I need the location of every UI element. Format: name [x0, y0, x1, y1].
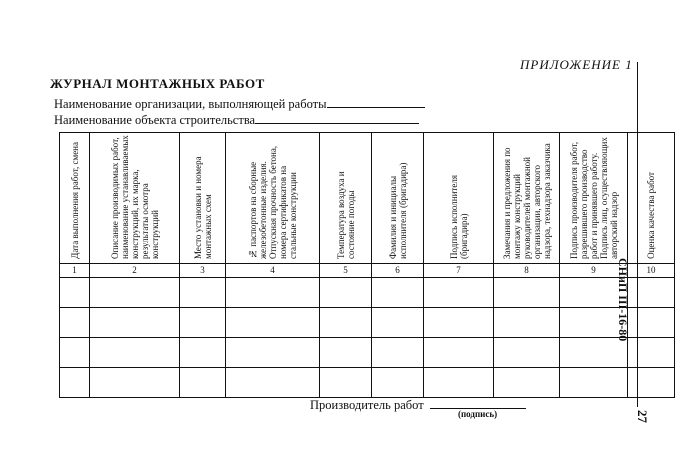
- table-row: [60, 368, 675, 398]
- organization-fill-line: [327, 107, 425, 108]
- table-cell: [372, 308, 424, 338]
- table-cell: [320, 278, 372, 308]
- table-cell: [226, 338, 320, 368]
- table-cell: [90, 278, 180, 308]
- column-number: 6: [372, 264, 424, 278]
- table-cell: [424, 308, 494, 338]
- table-cell: [494, 338, 560, 368]
- table-cell: [180, 278, 226, 308]
- document-code: СНиП III-16-80: [616, 258, 630, 342]
- header-cell: [90, 133, 180, 264]
- table-cell: [494, 368, 560, 398]
- table-cell: [372, 368, 424, 398]
- header-cell: [628, 133, 675, 264]
- table-row: [60, 338, 675, 368]
- object-label: Наименование объекта строительства: [54, 113, 256, 127]
- header-text: Описание производимых работ, наименование устанавливаемых конструкций, их марка, результаты осмотра конструкций: [109, 135, 160, 259]
- table-cell: [494, 278, 560, 308]
- header-text: Место установки и номера монтажных схем: [192, 156, 213, 259]
- table-cell: [320, 338, 372, 368]
- table-cell: [226, 278, 320, 308]
- header-text: № паспортов на сборные железобетонные изделия. Отпускная прочность бетона, номера сертификатов на стальные конструкции: [247, 145, 298, 259]
- header-text: Замечания и предложения по монтажу конструкций руководителей монтажной организации, авторского надзора, технадзора заказчика: [501, 143, 552, 259]
- table-cell: [372, 338, 424, 368]
- header-cell: [372, 133, 424, 264]
- table-cell: [60, 338, 90, 368]
- column-number: 4: [226, 264, 320, 278]
- header-cell: [180, 133, 226, 264]
- header-text: Подпись исполнителя (бригадира): [448, 175, 469, 259]
- table-cell: [424, 278, 494, 308]
- header-cell: [60, 133, 90, 264]
- table-row: [60, 278, 675, 308]
- table-cell: [628, 278, 675, 308]
- object-field-row: [54, 113, 419, 128]
- column-number: 7: [424, 264, 494, 278]
- table-cell: [60, 278, 90, 308]
- table-cell: [560, 338, 628, 368]
- table-cell: [226, 308, 320, 338]
- journal-title: ЖУРНАЛ МОНТАЖНЫХ РАБОТ: [50, 76, 265, 91]
- organization-label: Наименование организации, выполняющей работы: [54, 97, 327, 111]
- signature-caption: (подпись): [458, 409, 498, 419]
- column-number: 9: [560, 264, 628, 278]
- table-cell: [494, 308, 560, 338]
- table-cell: [180, 308, 226, 338]
- column-number: 5: [320, 264, 372, 278]
- table-cell: [180, 338, 226, 368]
- header-cell: [560, 133, 628, 264]
- table-cell: [60, 308, 90, 338]
- column-number: 10: [628, 264, 675, 278]
- table-cell: [180, 368, 226, 398]
- signature-label: Производитель работ: [310, 398, 424, 412]
- table-cell: [560, 368, 628, 398]
- table-cell: [628, 368, 675, 398]
- column-number: 8: [494, 264, 560, 278]
- table-cell: [90, 368, 180, 398]
- header-row: [60, 133, 675, 264]
- header-text: Фамилия и инициалы исполнителя (бригадира): [387, 162, 408, 259]
- appendix-label: ПРИЛОЖЕНИЕ 1: [520, 57, 633, 72]
- header-text: Температура воздуха и состояние погоды: [335, 171, 356, 259]
- table-cell: [628, 308, 675, 338]
- table-cell: [90, 338, 180, 368]
- organization-field-row: [54, 97, 425, 112]
- column-number: 1: [60, 264, 90, 278]
- header-cell: [320, 133, 372, 264]
- journal-table: [59, 132, 675, 398]
- table-cell: [60, 368, 90, 398]
- header-text: Подпись производителя работ, разрешившего производство работ и принявшего работу. Подпись лиц, осуществляющих авторский надзор: [568, 137, 619, 259]
- column-number: 2: [90, 264, 180, 278]
- page-number: 27: [635, 410, 650, 423]
- table-row: [60, 308, 675, 338]
- table-cell: [560, 278, 628, 308]
- header-cell: [424, 133, 494, 264]
- column-number-row: [60, 264, 675, 278]
- header-text: Дата выполнения работ, смена: [69, 142, 80, 259]
- column-number: 3: [180, 264, 226, 278]
- table-cell: [424, 368, 494, 398]
- header-cell: [226, 133, 320, 264]
- table-cell: [226, 368, 320, 398]
- table-cell: [90, 308, 180, 338]
- object-fill-line: [255, 123, 419, 124]
- header-cell: [494, 133, 560, 264]
- table-cell: [320, 308, 372, 338]
- table-cell: [320, 368, 372, 398]
- table-cell: [560, 308, 628, 338]
- table-cell: [372, 278, 424, 308]
- header-text: Оценка качества работ: [646, 172, 656, 259]
- table-cell: [628, 338, 675, 368]
- table-cell: [424, 338, 494, 368]
